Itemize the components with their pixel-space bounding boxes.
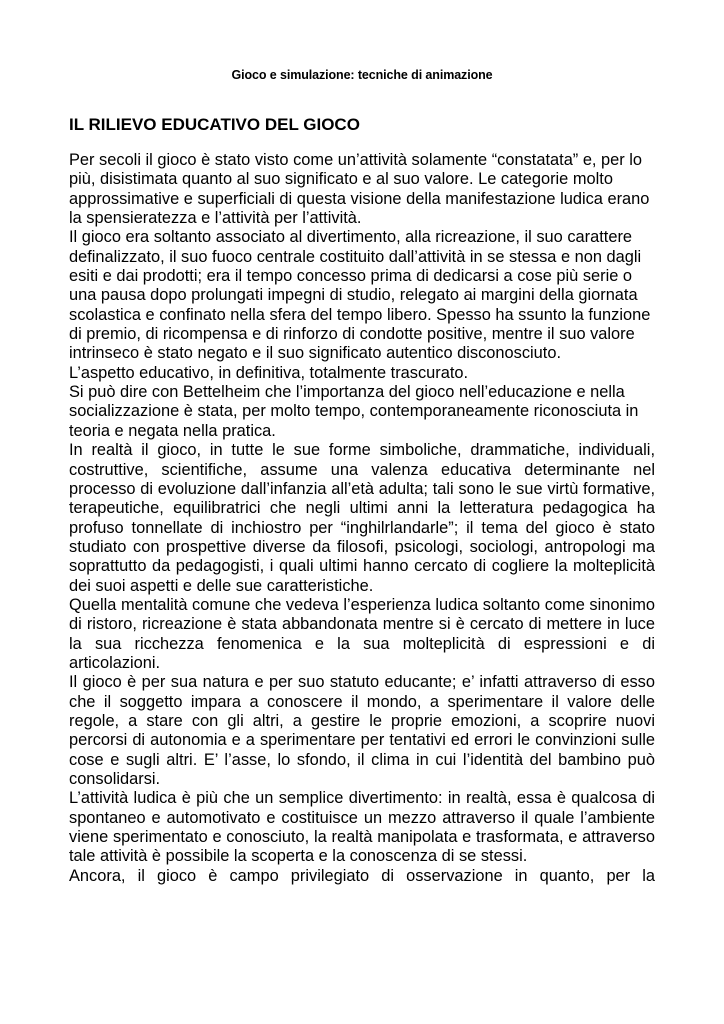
paragraph-3: L’aspetto educativo, in definitiva, totalmente trascurato.: [69, 363, 469, 382]
paragraph-5: In realtà il gioco, in tutte le sue forme simboliche, drammatiche, individuali, costruttive, scientifiche, assume una valenza educativa determinante nel processo di evoluzione dall’infanzia all’età adulta; tali sono le sue virtù formative, terapeutiche, equilibratrici che negli ultimi anni la letteratura pedagogica ha profuso tonnellate di inchiostro per “inghilrlandarle”; il tema del gioco è stato studiato con prospettive diverse da filosofi, psicologi, sociologi, antropologi ma soprattutto da pedagogisti, i quali ultimi hanno cercato di cogliere la molteplicità dei suoi aspetti e delle sue caratteristiche.: [69, 441, 655, 595]
paragraph-6: Quella mentalità comune che vedeva l’esperienza ludica soltanto come sinonimo di ristoro, ricreazione è stata abbandonata mentre si è cercato di mettere in luce la sua ricchezza fenomenica e la sua molteplicità di espressioni e di articolazioni.: [69, 595, 655, 672]
paragraph-8: L’attività ludica è più che un semplice divertimento: in realtà, essa è qualcosa di spontaneo e automotivato e costituisce un mezzo attraverso il quale l’ambiente viene sperimentato e conosciuto, la realtà manipolata e trasformata, e attraverso tale attività è possibile la scoperta e la conoscenza di se stessi.: [69, 789, 655, 866]
paragraph-9: Ancora, il gioco è campo privilegiato di osservazione in quanto, per la: [69, 866, 655, 885]
paragraph-7: Il gioco è per sua natura e per suo statuto educante; e’ infatti attraverso di esso che il soggetto impara a conoscere il mondo, a sperimentare il valore delle regole, a stare con gli altri, a gestire le proprie emozioni, a scoprire nuovi percorsi di autonomia e a sperimentare per tentativi ed errori le convinzioni sulle cose e sugli altri. E’ l’asse, lo sfondo, il clima in cui l’identità del bambino può consolidarsi.: [69, 673, 655, 788]
paragraph-4: Si può dire con Bettelheim che l’importanza del gioco nell’educazione e nella socializzazione è stata, per molto tempo, contemporaneamente riconosciuta in teoria e negata nella pratica.: [69, 383, 639, 440]
paragraph-1: Per secoli il gioco è stato visto come un’attività solamente “constatata” e, per lo più, disistimata quanto al suo significato e al suo valore. Le categorie molto approssimative e superficiali di questa visione della manifestazione ludica erano la spensieratezza e l’attività per l’attività.: [69, 151, 650, 228]
paragraph-2: Il gioco era soltanto associato al divertimento, alla ricreazione, il suo carattere definalizzato, il suo fuoco centrale costituito dall’attività in se stessa e non dagli esiti e dai prodotti; era il tempo concesso prima di dedicarsi a cose più serie o una pausa dopo prolungati impegni di studio, relegato ai margini della giornata scolastica e confinato nella sfera del tempo libero. Spesso ha ssunto la funzione di premio, di ricompensa e di rinforzo di condotte positive, mentre il suo valore intrinseco è stato negato e il suo significato autentico disconosciuto.: [69, 228, 651, 363]
section-title: IL RILIEVO EDUCATIVO DEL GIOCO: [69, 115, 360, 134]
body-text: [69, 151, 655, 886]
running-header: Gioco e simulazione: tecniche di animazione: [231, 68, 493, 82]
